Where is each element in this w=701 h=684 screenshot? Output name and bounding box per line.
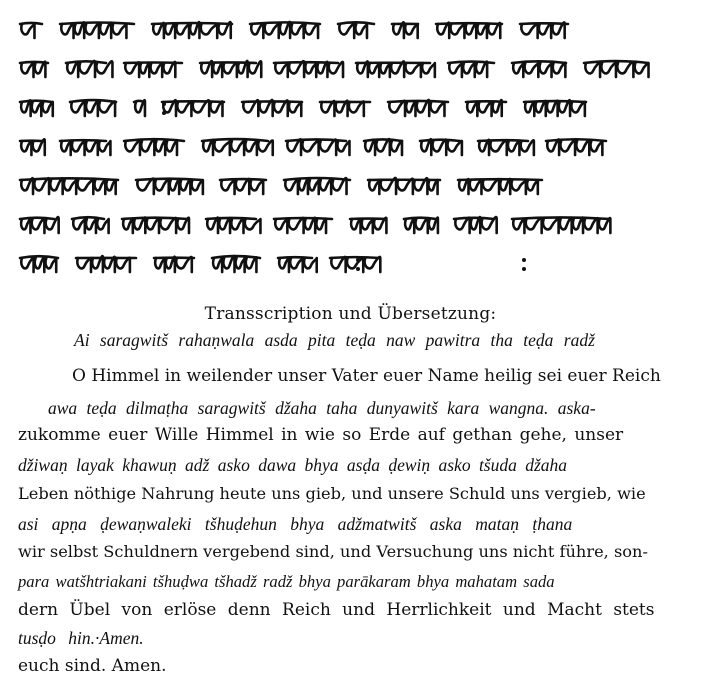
script-stroke <box>332 178 346 194</box>
script-stroke <box>203 140 213 155</box>
script-stroke <box>513 219 524 233</box>
script-stroke <box>599 218 611 233</box>
script-stroke <box>430 102 444 116</box>
script-stroke <box>214 141 230 155</box>
script-stroke <box>20 256 58 258</box>
script-stroke <box>573 218 583 233</box>
script-stroke <box>180 180 190 194</box>
script-stroke <box>488 23 500 38</box>
script-stroke <box>479 102 492 116</box>
script-stroke <box>258 141 273 155</box>
script-stroke <box>337 141 349 155</box>
script-stroke <box>527 180 538 194</box>
script-stroke <box>601 63 616 77</box>
script-stroke <box>320 140 336 155</box>
script-stroke <box>284 178 350 180</box>
script-stroke <box>391 141 402 155</box>
script-colon <box>162 102 166 106</box>
script-stroke <box>35 257 45 272</box>
script-stroke <box>374 218 386 233</box>
script-stroke <box>250 22 320 24</box>
script-stroke <box>176 257 192 272</box>
script-stroke <box>21 63 33 77</box>
section-heading: Transscription und Übersetzung: <box>204 304 497 324</box>
script-stroke <box>32 218 45 233</box>
script-stroke <box>285 180 298 194</box>
transliteration-line-6: tusḍo hin.·Amen. <box>18 628 144 648</box>
script-stroke <box>490 140 506 155</box>
script-stroke <box>316 219 326 233</box>
script-stroke <box>364 139 402 141</box>
script-stroke <box>351 219 360 233</box>
script-colon <box>162 111 166 115</box>
script-stroke <box>21 258 33 272</box>
script-stroke <box>151 63 163 77</box>
script-stroke <box>21 141 31 155</box>
script-stroke <box>369 63 379 77</box>
script-stroke <box>86 140 98 155</box>
script-stroke <box>347 258 363 272</box>
script-stroke <box>369 180 379 194</box>
script-stroke <box>135 100 145 116</box>
script-stroke <box>511 180 525 194</box>
script-colon <box>356 267 360 271</box>
script-stroke <box>32 102 42 116</box>
script-stroke <box>61 23 73 38</box>
script-stroke <box>513 63 523 77</box>
script-stroke <box>85 24 98 38</box>
script-stroke <box>246 257 257 272</box>
script-stroke <box>420 140 460 141</box>
script-colon <box>356 258 360 262</box>
script-stroke <box>231 219 243 233</box>
script-stroke <box>274 100 288 116</box>
script-stroke <box>134 217 145 233</box>
script-stroke <box>289 218 304 233</box>
script-stroke <box>362 219 373 233</box>
script-stroke <box>380 63 390 77</box>
script-colon <box>522 267 526 271</box>
transliteration-line-4: asi apṇa ḍewaṇwaleki tšhuḍehun bhya adžmatwitš aska mataṇ ṭhana <box>18 514 573 534</box>
script-stroke <box>404 218 436 219</box>
script-stroke <box>170 180 179 194</box>
script-stroke <box>236 258 245 272</box>
script-stroke <box>99 141 110 155</box>
script-stroke <box>526 218 542 233</box>
script-stroke <box>219 218 230 233</box>
script-stroke <box>289 102 301 116</box>
transliteration-line-5: para watšhtriakani tšhuḍwa tšhadž radž bhya parākaram bhya mahatam sada <box>18 572 555 591</box>
script-stroke <box>576 140 589 155</box>
script-stroke <box>448 141 462 155</box>
script-stroke <box>66 61 106 63</box>
script-stroke <box>467 102 477 116</box>
script-stroke <box>207 218 218 233</box>
transliteration-line-2: awa teḍa dilmaṭha saragwitš džaha taha dunyawitš kara wangna. aska- <box>48 398 596 418</box>
script-stroke <box>617 62 633 77</box>
script-stroke <box>21 219 30 233</box>
script-stroke <box>71 102 85 116</box>
script-stroke <box>417 100 430 116</box>
script-stroke <box>265 24 279 38</box>
script-stroke <box>429 180 438 194</box>
script-stroke <box>245 219 261 233</box>
script-stroke <box>422 63 435 77</box>
script-stroke <box>539 23 551 38</box>
script-stroke <box>500 179 510 194</box>
script-stroke <box>75 22 84 38</box>
script-stroke <box>405 63 420 77</box>
script-stroke <box>140 63 149 77</box>
script-stroke <box>454 218 494 219</box>
script-stroke <box>79 61 95 77</box>
script-stroke <box>245 141 257 155</box>
script-stroke <box>177 102 191 116</box>
script-stroke <box>330 257 380 258</box>
script-stroke <box>192 180 203 194</box>
script-stroke <box>547 139 559 155</box>
script-stroke <box>520 23 568 24</box>
script-stroke <box>20 101 52 102</box>
script-stroke <box>470 180 482 194</box>
script-stroke <box>123 219 133 233</box>
script-stroke <box>365 257 381 272</box>
script-stroke <box>166 257 175 272</box>
script-stroke <box>317 62 327 77</box>
script-stroke <box>433 140 447 155</box>
script-glyphs <box>14 8 694 288</box>
script-stroke <box>21 100 30 116</box>
script-stroke <box>201 24 217 38</box>
script-stroke <box>560 218 572 233</box>
script-stroke <box>125 141 140 155</box>
script-stroke <box>165 23 175 38</box>
script-stroke <box>61 141 71 155</box>
script-stroke <box>349 101 364 116</box>
native-script-text <box>14 8 694 288</box>
script-stroke <box>275 63 288 77</box>
script-stroke <box>635 63 649 77</box>
script-stroke <box>479 140 489 155</box>
script-stroke <box>141 139 154 155</box>
script-stroke <box>20 23 42 24</box>
script-stroke <box>339 24 354 38</box>
translation-line-5: dern Übel von erlöse denn Reich und Herrlichkeit und Macht stets <box>18 600 655 620</box>
script-stroke <box>64 180 76 194</box>
script-stroke <box>449 63 462 77</box>
script-stroke <box>236 179 249 194</box>
script-stroke <box>42 102 52 116</box>
script-stroke <box>231 141 244 155</box>
script-stroke <box>466 24 477 38</box>
script-stroke <box>290 258 303 272</box>
script-stroke <box>436 23 502 24</box>
script-stroke <box>331 257 345 272</box>
script-stroke <box>213 258 222 272</box>
script-stroke <box>50 178 62 194</box>
script-stroke <box>190 22 199 38</box>
script-stroke <box>547 101 558 116</box>
script-stroke <box>34 178 49 194</box>
script-stroke <box>72 141 85 155</box>
script-stroke <box>299 179 308 194</box>
script-stroke <box>477 24 487 38</box>
script-stroke <box>97 219 108 233</box>
script-stroke <box>86 101 98 116</box>
script-stroke <box>106 180 115 194</box>
script-stroke <box>553 63 566 77</box>
script-stroke <box>176 24 189 38</box>
script-stroke <box>405 24 418 38</box>
script-stroke <box>508 141 519 155</box>
script-stroke <box>459 179 468 194</box>
script-stroke <box>389 101 405 116</box>
script-stroke <box>278 257 312 258</box>
script-stroke <box>525 63 539 77</box>
script-stroke <box>73 219 85 233</box>
script-stroke <box>309 180 319 194</box>
script-stroke <box>559 100 570 116</box>
translation-line-6: euch sind. Amen. <box>18 656 167 676</box>
script-stroke <box>365 140 375 155</box>
script-stroke <box>155 179 169 194</box>
script-stroke <box>213 63 222 77</box>
script-stroke <box>415 218 427 233</box>
script-stroke <box>210 101 222 116</box>
script-stroke <box>67 62 78 77</box>
script-stroke <box>355 24 367 38</box>
script-stroke <box>585 63 600 77</box>
script-stroke <box>220 179 266 180</box>
script-stroke <box>320 180 331 194</box>
script-stroke <box>376 139 389 155</box>
script-stroke <box>21 24 34 38</box>
transliteration-line-3: džiwaṇ layak khawuṇ adž asko dawa bhya asḍa ḍewiṇ asko tšuda džaha <box>18 455 568 475</box>
script-stroke <box>540 63 552 77</box>
script-stroke <box>521 24 537 38</box>
script-stroke <box>177 218 189 233</box>
script-stroke <box>590 141 602 155</box>
script-stroke <box>560 140 575 155</box>
script-stroke <box>94 180 105 194</box>
script-stroke <box>45 258 56 272</box>
script-stroke <box>280 22 290 38</box>
script-stroke <box>223 256 234 272</box>
script-stroke <box>77 258 91 272</box>
script-stroke <box>86 219 96 233</box>
script-stroke <box>251 23 263 38</box>
script-stroke <box>571 102 585 116</box>
script-stroke <box>116 258 130 272</box>
script-stroke <box>153 23 164 38</box>
script-stroke <box>279 258 289 272</box>
translation-line-1: O Himmel in weilender unser Vater euer Name heilig sei euer Reich <box>72 366 661 386</box>
script-colon <box>522 258 526 262</box>
script-stroke <box>166 141 177 155</box>
script-stroke <box>535 101 545 116</box>
script-stroke <box>405 218 414 233</box>
script-stroke <box>476 62 487 77</box>
script-stroke <box>155 141 165 155</box>
script-stroke <box>163 62 175 77</box>
script-stroke <box>450 24 464 38</box>
script-stroke <box>584 218 597 233</box>
script-stroke <box>223 63 236 77</box>
script-stroke <box>112 24 126 38</box>
script-stroke <box>525 102 534 116</box>
script-stroke <box>521 140 534 155</box>
script-stroke <box>406 102 415 116</box>
script-stroke <box>125 62 139 77</box>
translation-line-3: Leben nöthige Nahrung heute uns gieb, und unsere Schuld uns vergieb, wie <box>18 484 646 503</box>
translation-line-2: zukomme euer Wille Himmel in wie so Erde auf gethan gehe, unser <box>18 425 624 445</box>
script-stroke <box>275 219 287 233</box>
script-stroke <box>329 62 343 77</box>
transliteration-line-1: Ai saragwitš rahaṇwala asda pita teḍa naw pawitra tha teḍa radž <box>74 330 595 350</box>
script-stroke <box>305 24 318 38</box>
script-stroke <box>455 218 469 233</box>
translation-line-4: wir selbst Schuldnern vergebend sind, und Versuchung uns nicht führe, son- <box>18 542 648 561</box>
script-stroke <box>305 63 316 77</box>
script-stroke <box>483 179 499 194</box>
script-stroke <box>463 63 475 77</box>
script-stroke <box>543 219 559 233</box>
script-stroke <box>77 180 93 194</box>
script-stroke <box>302 141 318 155</box>
script-stroke <box>250 180 263 194</box>
script-stroke <box>35 62 46 77</box>
script-stroke <box>160 218 176 233</box>
script-stroke <box>304 258 317 272</box>
script-stroke <box>147 218 159 233</box>
script-stroke <box>291 24 303 38</box>
script-stroke <box>221 180 234 194</box>
script-stroke <box>305 218 315 233</box>
script-stroke <box>471 217 481 233</box>
script-stroke <box>20 218 54 219</box>
script-stroke <box>99 101 115 116</box>
script-stroke <box>70 100 116 102</box>
script-stroke <box>155 258 165 272</box>
script-stroke <box>100 23 111 38</box>
